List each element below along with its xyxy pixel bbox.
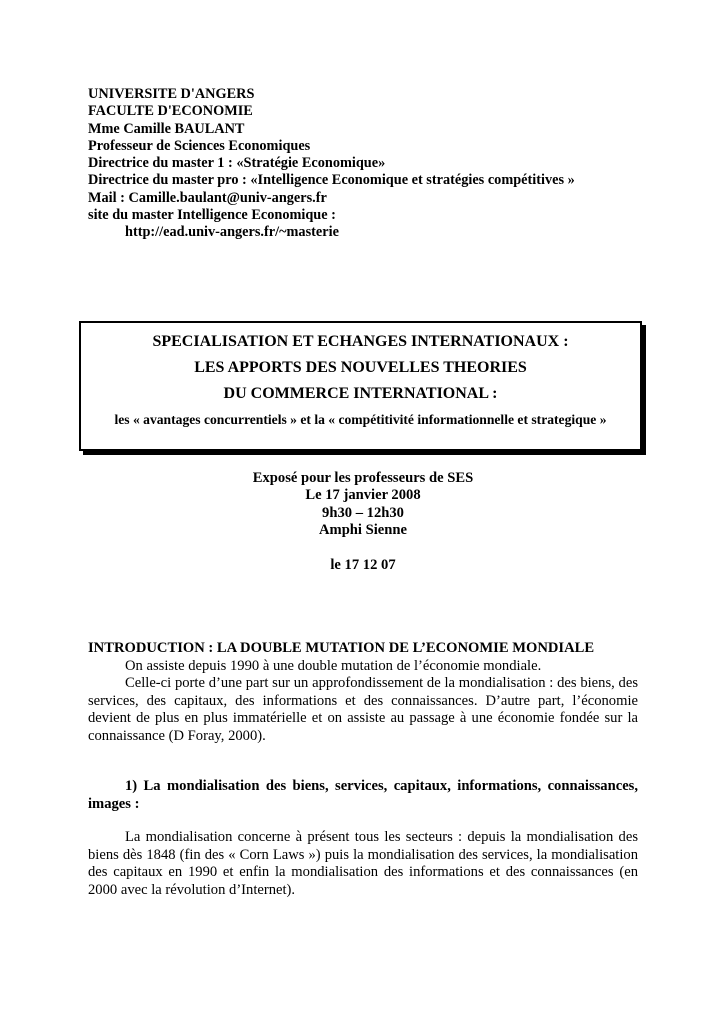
section-1-heading-block [88,778,638,813]
author-role-masterpro: Directrice du master pro : «Intelligence Economique et stratégies compétitives » [88,172,575,189]
university-name: UNIVERSITE D'ANGERS [88,86,255,102]
author-title: Professeur de Sciences Economiques [88,137,311,154]
master-site-label: site du master Intelligence Economique : [88,207,336,224]
event-location: Amphi Sienne [319,521,407,538]
event-time: 9h30 – 12h30 [322,504,404,521]
author-header-block [88,86,648,242]
draft-date-note: le 17 12 07 [330,557,396,574]
faculty-name: FACULTE D'ECONOMIE [88,103,253,120]
introduction-paragraph-1: On assiste depuis 1990 à une double mutation de l’économie mondiale. [125,657,542,674]
title-line-2: LES APPORTS DES NOUVELLES THEORIES [194,359,527,376]
author-role-master1: Directrice du master 1 : «Stratégie Economique» [88,155,386,172]
event-audience: Exposé pour les professeurs de SES [252,470,474,486]
introduction-section [88,640,638,745]
section-1-heading: 1) La mondialisation des biens, services, capitaux, informations, connaissances, images : [88,778,638,812]
author-name: Mme Camille BAULANT [88,120,245,137]
section-1-paragraph: La mondialisation concerne à présent tous les secteurs : depuis la mondialisation des biens dès 1848 (fin des « Corn Laws ») puis la mondialisation des services, la mondialisation des capitaux en 1990 et enfin la mondialisation des informations et des connaissances (en 2000 avec la révolution d’Internet). [88,829,638,898]
title-line-1: SPECIALISATION ET ECHANGES INTERNATIONAUX : [152,333,569,350]
title-subtitle: les « avantages concurrentiels » et la « compétitivité informationnelle et strategique » [114,412,607,427]
event-date: Le 17 janvier 2008 [305,487,421,504]
title-line-3: DU COMMERCE INTERNATIONAL : [223,385,498,402]
event-details-block [88,470,638,574]
author-email-line: Mail : Camille.baulant@univ-angers.fr [88,189,327,206]
introduction-paragraph-2: Celle-ci porte d’une part sur un approfondissement de la mondialisation : des biens, des services, des capitaux, des informations et des connaissances. D’autre part, l’économie devient de plus en plus immatérielle et on assiste au passage à une économie fondée sur la connaissance (D Foray, 2000). [88,675,638,744]
section-1-paragraph-block [88,829,638,899]
introduction-heading: INTRODUCTION : LA DOUBLE MUTATION DE L’ECONOMIE MONDIALE [88,640,595,656]
title-box [79,321,642,451]
master-site-url: http://ead.univ-angers.fr/~masterie [125,224,339,241]
